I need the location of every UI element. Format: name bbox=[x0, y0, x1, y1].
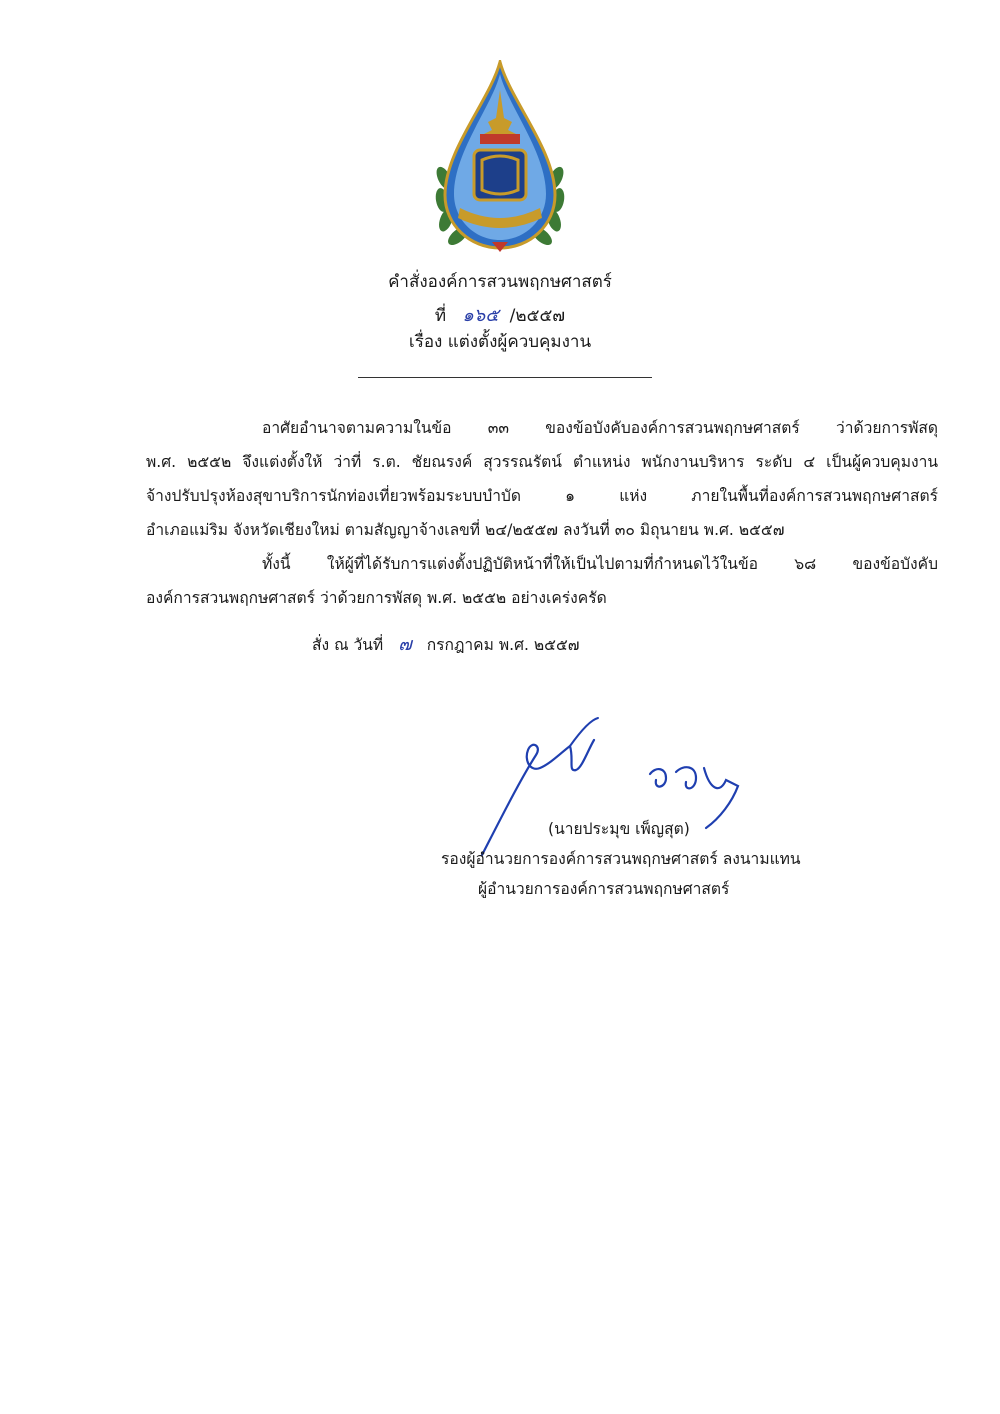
order-heading: คำสั่งองค์การสวนพฤกษศาสตร์ bbox=[388, 272, 612, 292]
order-number-suffix: /๒๕๕๗ bbox=[509, 306, 566, 326]
body-line-3: จ้างปรับปรุงห้องสุขาบริการนักท่องเที่ยวพร้อมระบบบำบัด ๑ แห่ง ภายในพื้นที่องค์การสวนพฤกษศาสตร์ bbox=[146, 487, 938, 505]
date-prefix: สั่ง ณ วันที่ bbox=[312, 636, 384, 654]
order-date bbox=[312, 629, 580, 658]
order-subject: เรื่อง แต่งตั้งผู้ควบคุมงาน bbox=[408, 332, 592, 352]
body-line-2: พ.ศ. ๒๕๕๒ จึงแต่งตั้งให้ ว่าที่ ร.ต. ชัยณรงค์ สุวรรณรัตน์ ตำแหน่ง พนักงานบริหาร ระดับ ๔ เป็นผู้ควบคุมงาน bbox=[146, 453, 938, 471]
date-suffix: กรกฎาคม พ.ศ. ๒๕๕๗ bbox=[426, 636, 580, 654]
order-number-prefix: ที่ bbox=[434, 306, 447, 326]
order-number-handwritten: ๑๖๕ bbox=[462, 305, 499, 326]
date-day-handwritten: ๗ bbox=[398, 634, 412, 655]
body-line-1: อาศัยอำนาจตามความในข้อ ๓๓ ของข้อบังคับองค์การสวนพฤกษศาสตร์ ว่าด้วยการพัสดุ bbox=[262, 419, 938, 437]
signatory-title-line-1: รองผู้อำนวยการองค์การสวนพฤกษศาสตร์ ลงนามแทน bbox=[441, 850, 801, 868]
order-number bbox=[0, 300, 1000, 329]
signatory-name: (นายประมุข เพ็ญสุต) bbox=[548, 820, 690, 838]
body-line-5: ทั้งนี้ ให้ผู้ที่ได้รับการแต่งตั้งปฏิบัติหน้าที่ให้เป็นไปตามที่กำหนดไว้ในข้อ ๖๘ ของข้อบังคับ bbox=[262, 555, 938, 573]
header-divider bbox=[358, 377, 652, 378]
body-line-4: อำเภอแม่ริม จังหวัดเชียงใหม่ ตามสัญญาจ้างเลขที่ ๒๔/๒๕๕๗ ลงวันที่ ๓๐ มิถุนายน พ.ศ. ๒๕๕๗ bbox=[146, 521, 785, 539]
organization-emblem-logo bbox=[430, 60, 570, 255]
signatory-title-line-2: ผู้อำนวยการองค์การสวนพฤกษศาสตร์ bbox=[478, 880, 730, 898]
body-line-6: องค์การสวนพฤกษศาสตร์ ว่าด้วยการพัสดุ พ.ศ. ๒๕๕๒ อย่างเคร่งครัด bbox=[146, 589, 607, 607]
